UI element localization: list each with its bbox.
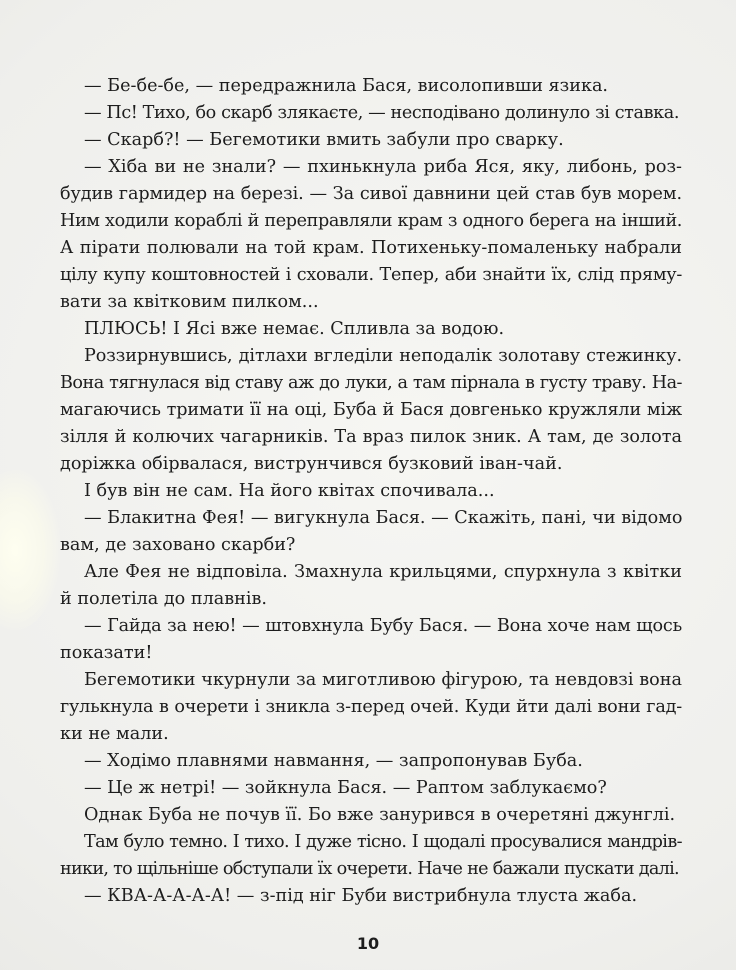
paragraph bbox=[60, 829, 682, 883]
text-line: — Це ж нетрі! — зойкнула Бася. — Раптом заблукаємо? bbox=[84, 778, 607, 798]
text-line: Роззирнувшись, дітлахи вгледіли неподалік золотаву стежинку. bbox=[84, 346, 682, 366]
text-line: А пірати полювали на той крам. Потихеньку-помаленьку набрали bbox=[60, 238, 682, 258]
text-line: будив гармидер на березі. — За сивої давнини цей став був морем. bbox=[60, 184, 682, 204]
text-line: вам, де заховано скарби? bbox=[60, 535, 296, 555]
paragraph bbox=[60, 748, 682, 775]
text-line: Вона тягнулася від ставу аж до луки, а там пірнала в густу траву. На- bbox=[60, 373, 682, 393]
text-line: ки не мали. bbox=[60, 724, 169, 744]
text-line: ники, то щільніше обступали їх очерети. Наче не бажали пускати далі. bbox=[60, 859, 679, 879]
text-line: цілу купу коштовностей і сховали. Тепер, аби знайти їх, слід пряму- bbox=[60, 265, 682, 285]
light-glare bbox=[0, 470, 60, 630]
paragraph bbox=[60, 316, 682, 343]
text-line: доріжка обірвалася, виструнчився бузковий іван-чай. bbox=[60, 454, 563, 474]
paragraph bbox=[60, 505, 682, 559]
paragraph bbox=[60, 127, 682, 154]
text-line: — Ходімо плавнями навмання, — запропонував Буба. bbox=[84, 751, 583, 771]
paragraph bbox=[60, 802, 682, 829]
text-line: — Блакитна Фея! — вигукнула Бася. — Скажіть, пані, чи відомо bbox=[84, 508, 683, 528]
text-line: гулькнула в очерети і зникла з-перед очей. Куди йти далі вони гад- bbox=[60, 697, 682, 717]
text-line: зілля й колючих чагарників. Та враз пилок зник. А там, де золота bbox=[60, 427, 682, 447]
paragraph bbox=[60, 73, 682, 100]
paragraph bbox=[60, 154, 682, 316]
paragraph bbox=[60, 613, 682, 667]
text-line: Бегемотики чкурнули за миготливою фігурою, та невдовзі вона bbox=[84, 670, 682, 690]
paragraph bbox=[60, 100, 682, 127]
text-line: — Бе-бе-бе, — передражнила Бася, висолопивши язика. bbox=[84, 76, 609, 96]
story-text bbox=[60, 73, 682, 910]
paragraph bbox=[60, 883, 682, 910]
text-line: й полетіла до плавнів. bbox=[60, 589, 268, 609]
text-line: — Хіба ви не знали? — пхинькнула риба Яся, яку, либонь, роз- bbox=[84, 157, 682, 177]
paragraph bbox=[60, 343, 682, 478]
page-number: 10 bbox=[356, 934, 380, 953]
text-line: — Скарб?! — Бегемотики вмить забули про сварку. bbox=[84, 130, 564, 150]
text-line: Однак Буба не почув її. Бо вже занурився в очеретяні джунглі. bbox=[84, 805, 676, 825]
text-line: ПЛЮСЬ! І Ясі вже немає. Спливла за водою. bbox=[84, 319, 505, 339]
text-line: Але Фея не відповіла. Змахнула крильцями, спурхнула з квітки bbox=[84, 562, 682, 582]
text-line: І був він не сам. На його квітах спочивала... bbox=[84, 481, 495, 501]
text-line: — Пс! Тихо, бо скарб злякаєте, — несподівано долинуло зі ставка. bbox=[84, 103, 680, 123]
text-line: показати! bbox=[60, 643, 153, 663]
text-line: магаючись тримати її на оці, Буба й Бася довгенько кружляли між bbox=[60, 400, 682, 420]
text-line: — КВА-А-А-А-А! — з-під ніг Буби вистрибнула тлуста жаба. bbox=[84, 886, 638, 906]
text-line: Там було темно. І тихо. І дуже тісно. І щодалі просувалися мандрів- bbox=[84, 832, 682, 852]
paragraph bbox=[60, 775, 682, 802]
paragraph bbox=[60, 478, 682, 505]
text-line: — Гайда за нею! — штовхнула Бубу Бася. — Вона хоче нам щось bbox=[84, 616, 682, 636]
text-line: вати за квітковим пилком... bbox=[60, 292, 319, 312]
paragraph bbox=[60, 559, 682, 613]
paragraph bbox=[60, 667, 682, 748]
text-line: Ним ходили кораблі й переправляли крам з одного берега на інший. bbox=[60, 211, 682, 231]
